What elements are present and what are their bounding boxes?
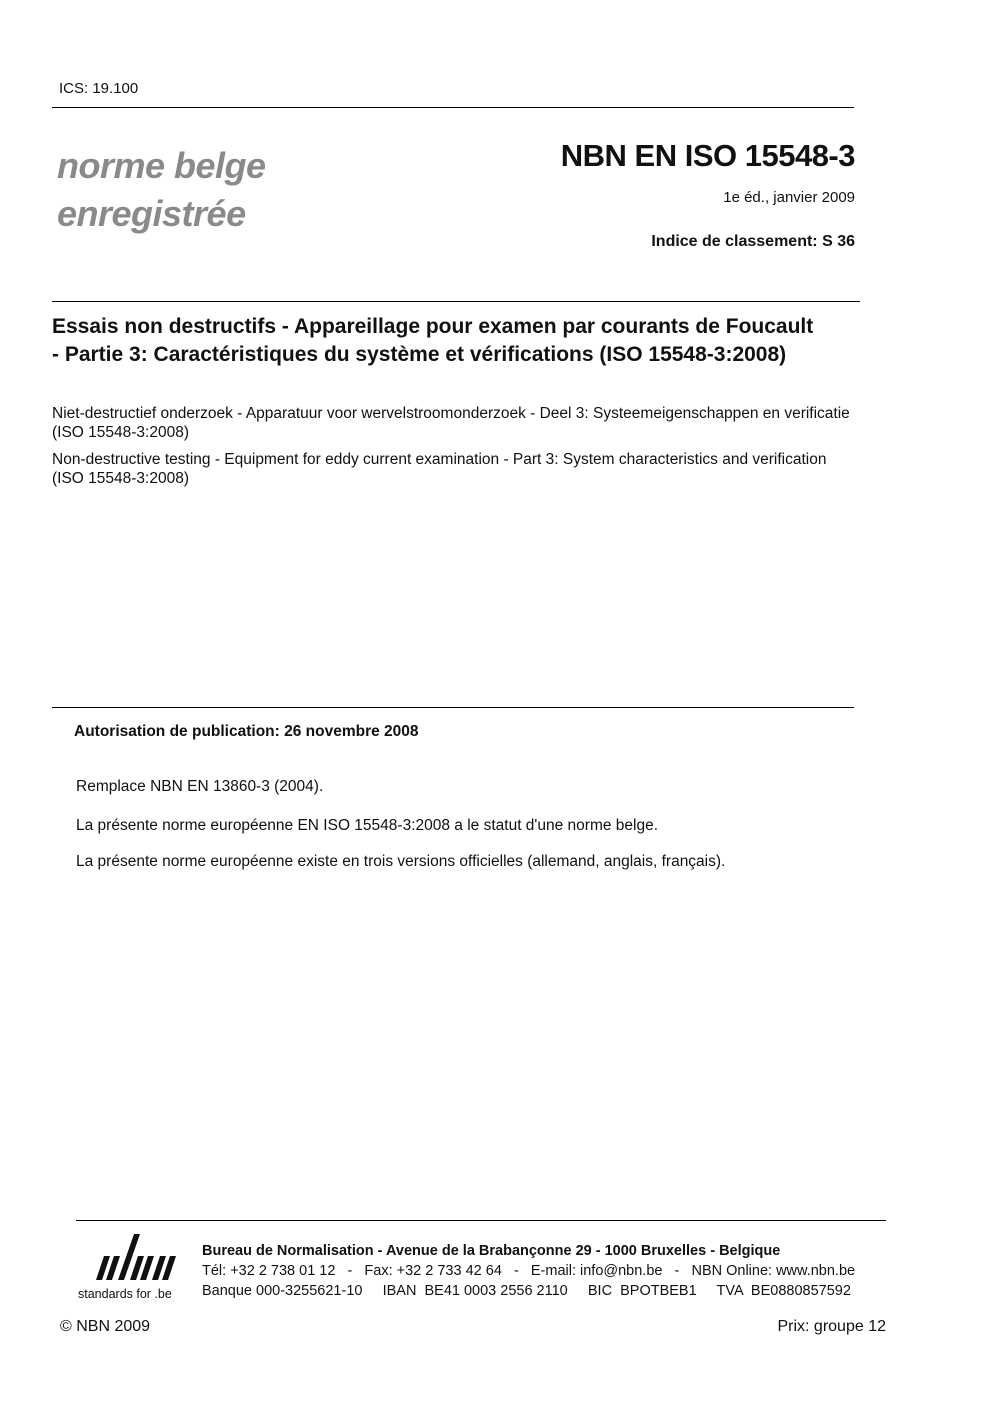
footer-contact-block xyxy=(202,1241,855,1301)
norme-line-1: norme belge xyxy=(57,145,266,186)
title-english: Non-destructive testing - Equipment for eddy current examination - Part 3: System characteristics and verification (ISO 15548-3:2008) xyxy=(52,451,827,487)
replaces-note: Remplace NBN EN 13860-3 (2004). xyxy=(76,778,324,795)
footer-divider xyxy=(76,1220,886,1221)
norme-line-2: enregistrée xyxy=(57,193,246,234)
title-divider xyxy=(52,301,860,302)
title-french: Essais non destructifs - Appareillage pour examen par courants de Foucault - Partie 3: Caractéristiques du système et vérifications (ISO 15548-3:2008) xyxy=(52,315,814,366)
price-group: Prix: groupe 12 xyxy=(777,1318,886,1335)
status-note: La présente norme européenne EN ISO 15548-3:2008 a le statut d'une norme belge. xyxy=(76,817,659,834)
ics-code: ICS: 19.100 xyxy=(59,80,139,97)
header-divider xyxy=(52,107,854,108)
title-dutch: Niet-destructief onderzoek - Apparatuur voor wervelstroomonderzoek - Deel 3: Systeemeigenschappen en verificatie (ISO 15548-3:2008) xyxy=(52,405,850,441)
standard-number: NBN EN ISO 15548-3 xyxy=(560,138,855,173)
logo-tagline: standards for .be xyxy=(78,1287,172,1301)
footer-bank: Banque 000-3255621-10 IBAN BE41 0003 2556 2110 BIC BPOTBEB1 TVA BE0880857592 xyxy=(202,1283,851,1299)
classification-index: Indice de classement: S 36 xyxy=(651,233,855,250)
footer-contact: Tél: +32 2 738 01 12 - Fax: +32 2 733 42 64 - E-mail: info@nbn.be - NBN Online: www.nbn.be xyxy=(202,1263,856,1279)
norme-label xyxy=(57,142,266,238)
copyright: © NBN 2009 xyxy=(60,1318,151,1335)
versions-note: La présente norme européenne existe en trois versions officielles (allemand, anglais, français). xyxy=(76,853,726,870)
publication-authorisation: Autorisation de publication: 26 novembre 2008 xyxy=(74,723,419,740)
publication-divider xyxy=(52,707,854,708)
edition-date: 1e éd., janvier 2009 xyxy=(723,189,855,206)
footer-address: Bureau de Normalisation - Avenue de la Brabançonne 29 - 1000 Bruxelles - Belgique xyxy=(202,1243,781,1259)
